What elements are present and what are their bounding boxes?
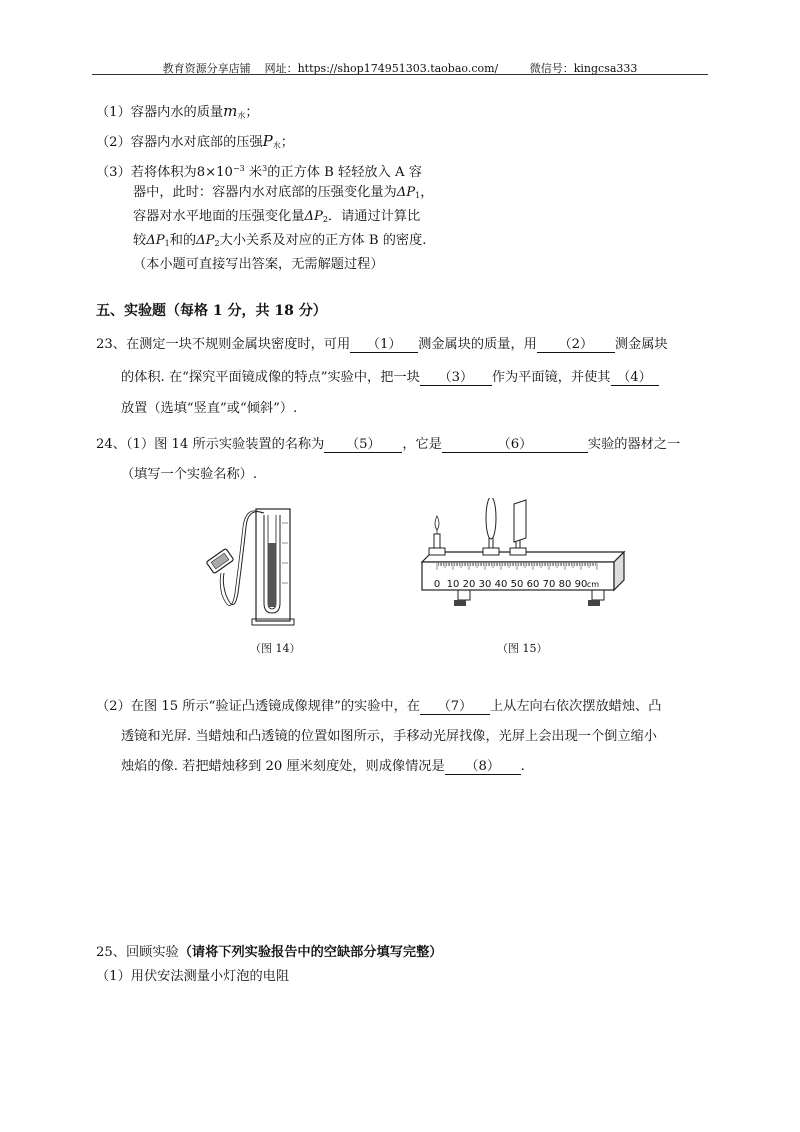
q22-p3-l2-text: 器中，此时：容器内水对底部的压强变化量为 [133, 185, 397, 200]
bench-foot-right [588, 600, 600, 606]
q22-p3-num: 8×10 [196, 165, 233, 180]
u-tube-liquid [268, 543, 276, 607]
blank-3[interactable]: （3） [420, 370, 492, 386]
q22-p3-unitexp: 3 [262, 164, 268, 173]
ruler-label: 60 [526, 579, 540, 590]
q22-p3-l4-text-c: 大小关系及对应的正方体 B 的密度. [219, 233, 427, 248]
blank-5[interactable]: （5） [324, 437, 402, 453]
q22-p3-note: （本小题可直接写出答案，无需解题过程） [133, 257, 384, 272]
blank-1[interactable]: （1） [350, 337, 418, 353]
q23-text-c: 测金属块 [614, 337, 668, 352]
q23-line1 [96, 336, 668, 354]
q22-part3-line2 [133, 184, 433, 205]
header-divider [92, 74, 708, 75]
q22-p3-text: （3）若将体积为 [96, 165, 197, 180]
q22-part3-line4 [133, 232, 426, 253]
q22-p3-exp: −3 [232, 164, 245, 173]
candle [429, 516, 445, 555]
q23-text-a: 23、在测定一块不规则金属块密度时，可用 [96, 337, 351, 352]
header-wechat: kingcsa333 [573, 62, 638, 75]
ruler-labels [434, 579, 599, 590]
q24-text-a: 24、（1）图 14 所示实验装置的名称为 [96, 437, 325, 452]
q23-line2 [121, 369, 659, 387]
q22-dp1-again-sub: 1 [164, 239, 170, 248]
ruler-label: 70 [542, 579, 556, 590]
blank-8[interactable]: （8） [445, 759, 521, 775]
bench-foot-left [454, 600, 466, 606]
q23-text-e: 作为平面镜，并使其 [491, 370, 611, 385]
bench-leg-right [592, 590, 604, 600]
q22-dp2-again: ΔP [196, 233, 215, 248]
ruler-label: cm [586, 580, 600, 589]
q22-p3-l2-end: ， [420, 185, 434, 200]
q25-title-bold: （请将下列实验报告中的空缺部分填写完整） [178, 945, 443, 960]
q22-dp1-sub: 1 [415, 191, 421, 200]
header-url-label: 网址： [264, 62, 298, 75]
section5-title: 五、实验题 [96, 303, 166, 319]
q25-title: 25、回顾实验 [96, 945, 179, 960]
bench-leg-left [458, 590, 470, 600]
light-screen [510, 500, 526, 555]
q22-p2-var: P [262, 132, 273, 150]
convex-lens [483, 498, 499, 555]
q22-p3-text-b: 的正方体 B 轻轻放入 A 容 [267, 165, 422, 180]
figure-15-optical-bench [418, 498, 638, 623]
q22-dp2-sub: 2 [322, 215, 328, 224]
q23-text-d: 的体积. 在“探究平面镜成像的特点”实验中，把一块 [121, 370, 420, 385]
ruler-label: 20 [462, 579, 476, 590]
ruler-label: 0 [433, 579, 441, 590]
q24-text-c: 实验的器材之一 [587, 437, 681, 452]
q22-part3-line3 [133, 208, 420, 229]
q22-p3-l3-text-b: ．请通过计算比 [327, 209, 421, 224]
q25-part1 [96, 968, 289, 986]
q22-dp1-again: ΔP [146, 233, 165, 248]
q22-p2-sub: 水 [272, 141, 281, 150]
q24-text-b: ，它是 [402, 437, 442, 452]
q22-p3-l3-text: 容器对水平地面的压强变化量 [133, 209, 305, 224]
ruler-label: 40 [494, 579, 508, 590]
q24-line2 [121, 466, 257, 484]
candle-flame [435, 516, 439, 530]
ruler-label: 10 [446, 579, 460, 590]
header-url[interactable]: https://shop174951303.taobao.com/ [297, 62, 499, 75]
q22-dp2-again-sub: 2 [214, 239, 220, 248]
q24-part2-line3 [121, 758, 525, 776]
section5-note: （每格 1 分，共 18 分） [166, 303, 327, 319]
blank-2[interactable]: （2） [537, 337, 615, 353]
ruler-label: 30 [478, 579, 492, 590]
q24-part2-line2 [121, 728, 657, 746]
q22-p3-l4-text: 较 [133, 233, 147, 248]
q24-p2-text-d: 烛焰的像. 若把蜡烛移到 20 厘米刻度处，则成像情况是 [121, 759, 445, 774]
fig15-caption: （图 15） [497, 642, 548, 655]
q22-part3-line5 [133, 256, 384, 274]
figure-14-manometer [198, 503, 308, 633]
ruler-label: 80 [558, 579, 572, 590]
header-wechat-label: 微信号： [529, 62, 574, 75]
q24-p2-text-a: （2）在图 15 所示“验证凸透镜成像规律”的实验中，在 [96, 699, 420, 714]
q24-p2-text-c: 透镜和光屏. 当蜡烛和凸透镜的位置如图所示，手移动光屏找像，光屏上会出现一个倒立缩小 [121, 729, 657, 744]
ruler-label: 90 [574, 579, 588, 590]
blank-6[interactable]: （6） [442, 437, 588, 453]
q23-line3 [121, 400, 297, 418]
q22-p3-l4-text-b: 和的 [169, 233, 197, 248]
q25-heading [96, 944, 442, 962]
manometer-base [252, 619, 294, 625]
q22-part3-line1 [96, 160, 422, 182]
q24-line1 [96, 436, 680, 454]
section5-heading [96, 302, 327, 320]
q22-p1-text: （1）容器内水的质量 [96, 105, 224, 120]
q22-p2-end: ； [280, 135, 294, 150]
q24-part2-line1 [96, 698, 661, 716]
q22-p1-var: m [223, 102, 238, 120]
q22-p1-sub: 水 [237, 111, 246, 120]
q23-text-f: 放置（选填“竖直”或“倾斜”）. [121, 401, 298, 416]
blank-7[interactable]: （7） [420, 699, 490, 715]
blank-4[interactable]: （4） [611, 370, 659, 386]
probe-box [206, 548, 234, 573]
q24-p2-text-e: . [520, 759, 525, 774]
ruler-label: 50 [510, 579, 524, 590]
q23-text-b: 测金属块的质量，用 [418, 337, 537, 352]
q22-dp2: ΔP [304, 209, 323, 224]
q24-text-d: （填写一个实验名称）. [121, 467, 258, 482]
q22-part2 [96, 132, 294, 155]
q22-part1 [96, 102, 259, 125]
q22-dp1: ΔP [396, 185, 416, 200]
q25-p1-text: （1）用伏安法测量小灯泡的电阻 [96, 969, 290, 984]
q22-p1-end: ； [245, 105, 259, 120]
q22-p3-unit: 米 [244, 165, 263, 180]
q22-p2-text: （2）容器内水对底部的压强 [96, 135, 263, 150]
header-shop: 教育资源分享店铺 [162, 62, 251, 75]
fig14-caption: （图 14） [250, 642, 301, 655]
q24-p2-text-b: 上从左向右依次摆放蜡烛、凸 [489, 699, 662, 714]
